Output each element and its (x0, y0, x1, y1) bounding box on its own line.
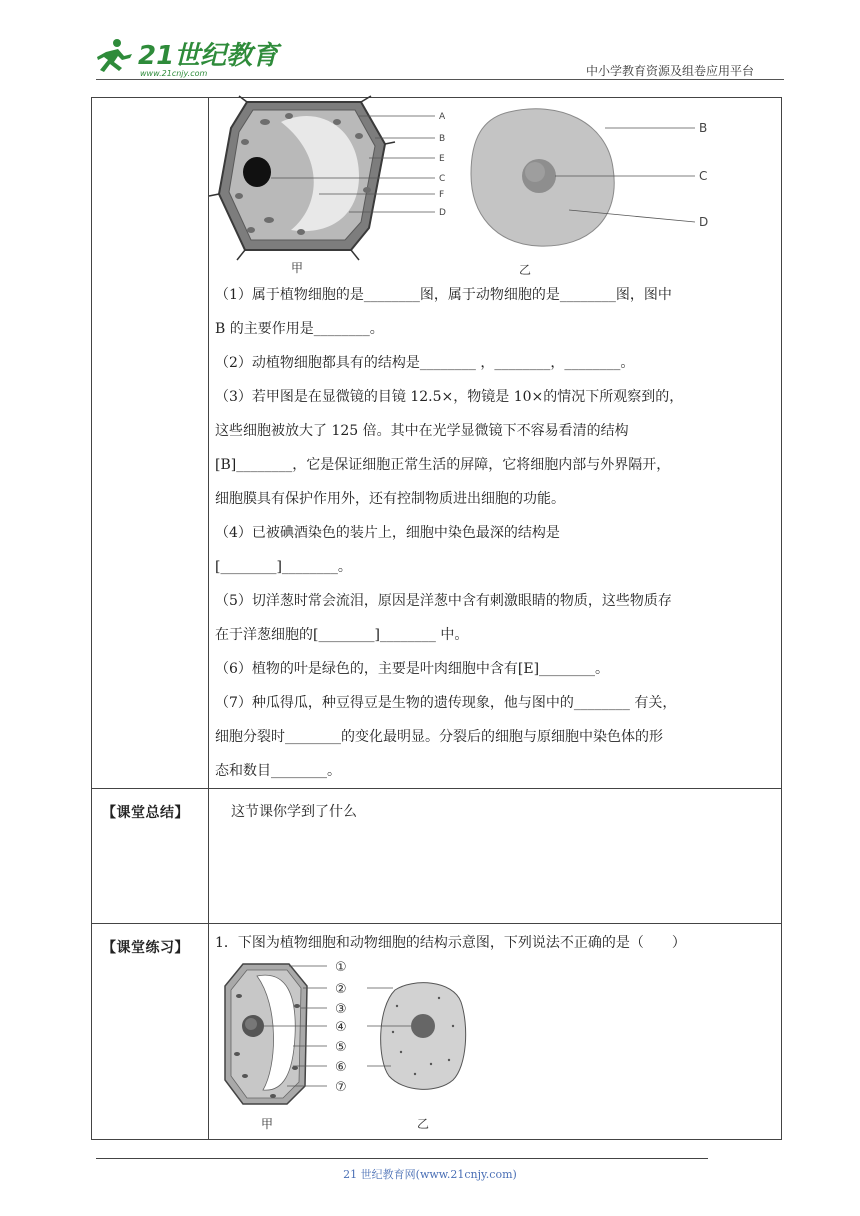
animal-label-c: C (699, 169, 708, 183)
plant-label-e: E (439, 154, 445, 164)
animal-label-b: B (699, 121, 708, 135)
summary-text: 这节课你学到了什么 (231, 804, 357, 820)
plant-label-d: D (439, 208, 446, 218)
question-line: （6）植物的叶是绿色的，主要是叶肉细胞中含有[E]________。 (215, 661, 610, 677)
marker-5: ⑤ (335, 1040, 347, 1055)
question-line: （3）若甲图是在显微镜的目镜 12.5×，物镜是 10×的情况下所观察到的， (215, 389, 684, 405)
summary-label-cell (92, 789, 209, 924)
plant-label-a: A (439, 112, 446, 122)
question-list (209, 278, 781, 788)
plant-label-f: F (439, 190, 445, 200)
question-line: （7）种瓜得瓜，种豆得豆是生物的遗传现象，他与图中的________ 有关， (215, 695, 677, 711)
marker-3: ③ (335, 1002, 347, 1017)
header-tagline: 中小学教育资源及组卷应用平台 (585, 64, 754, 78)
number-labels (335, 960, 347, 1095)
logo-text: 21世纪教育 (138, 41, 279, 71)
exercise-cell (209, 924, 782, 1140)
question-line: [B]________，它是保证细胞正常生活的屏障，它将细胞内部与外界隔开， (215, 457, 671, 473)
question-line: 态和数目________。 (215, 763, 341, 779)
question-line: 在于洋葱细胞的[________]________ 中。 (215, 627, 469, 643)
question-line: （5）切洋葱时常会流泪，原因是洋葱中含有刺激眼睛的物质，这些物质存 (215, 593, 672, 609)
marker-6: ⑥ (335, 1060, 347, 1075)
question-line: （2）动植物细胞都具有的结构是________ ，________，________。 (215, 355, 635, 371)
page-header (92, 28, 782, 78)
question-line: 细胞分裂时________的变化最明显。分裂后的细胞与原细胞中染色体的形 (215, 729, 663, 745)
questions-row (92, 98, 782, 789)
summary-cell (209, 789, 782, 924)
questions-cell (209, 98, 782, 789)
empty-label-cell (92, 98, 209, 789)
question-line: [________]________。 (215, 559, 352, 575)
header-divider (96, 79, 784, 80)
marker-7: ⑦ (335, 1080, 347, 1095)
question-line: B 的主要作用是________。 (215, 321, 384, 337)
logo-url: www.21cnjy.com (140, 69, 208, 78)
plant-cell-diagram-2 (225, 964, 307, 1131)
animal-label-d: D (699, 215, 709, 229)
lesson-table (91, 97, 782, 1140)
exercise-label-cell (92, 924, 209, 1140)
cell-diagram-1 (209, 98, 783, 278)
exercise-animal-caption: 乙 (417, 1117, 430, 1131)
footer-divider (96, 1158, 708, 1159)
cell-diagram-2 (217, 956, 517, 1136)
summary-row (92, 789, 782, 924)
exercise-row (92, 924, 782, 1140)
exercise-question: 1．下图为植物细胞和动物细胞的结构示意图，下列说法不正确的是（ ） (215, 935, 686, 951)
animal-cell-diagram (471, 109, 708, 277)
marker-4: ④ (335, 1020, 347, 1035)
marker-1: ① (335, 960, 347, 975)
plant-label-b: B (439, 134, 446, 144)
question-line: 细胞膜具有保护作用外，还有控制物质进出细胞的功能。 (215, 491, 565, 507)
question-line: （4）已被碘酒染色的装片上，细胞中染色最深的结构是 (215, 525, 560, 541)
footer-text[interactable]: 21 世纪教育网(www.21cnjy.com) (343, 1168, 517, 1181)
summary-label: 【课堂总结】 (102, 805, 189, 821)
plant-cell-diagram (209, 96, 446, 275)
plant-label-c: C (439, 174, 446, 184)
site-logo (92, 34, 279, 80)
animal-cell-diagram-2 (381, 983, 466, 1131)
exercise-plant-caption: 甲 (261, 1117, 274, 1131)
exercise-label: 【课堂练习】 (102, 940, 189, 956)
question-line: 这些细胞被放大了 125 倍。其中在光学显微镜下不容易看清的结构 (215, 423, 629, 439)
marker-2: ② (335, 982, 347, 997)
question-line: （1）属于植物细胞的是________图，属于动物细胞的是________图，图中 (215, 287, 672, 303)
plant-caption: 甲 (291, 261, 304, 275)
animal-caption: 乙 (519, 263, 532, 277)
